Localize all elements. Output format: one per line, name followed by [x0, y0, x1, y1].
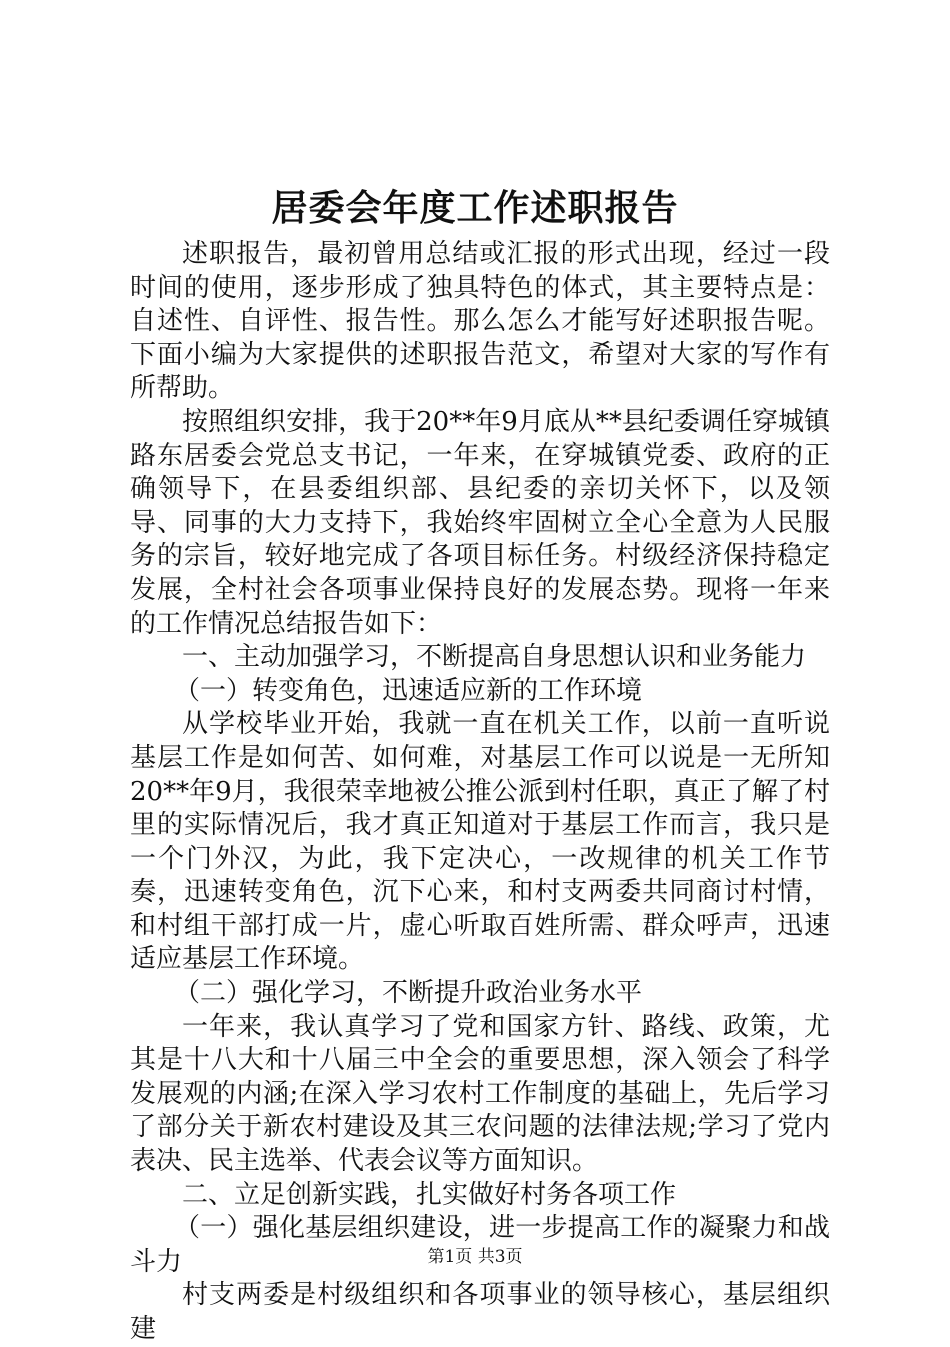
heading-subsection-1-2: （二）强化学习，不断提升政治业务水平 [174, 978, 643, 1009]
paragraph-organization: 村支两委是村级组织和各项事业的领导核心，基层组织建 [130, 1280, 830, 1344]
document-body [130, 238, 830, 1347]
heading-section-2: 二、立足创新实践，扎实做好村务各项工作 [182, 1179, 677, 1210]
paragraph-study: 一年来，我认真学习了党和国家方针、路线、政策，尤其是十八大和十八届三中全会的重要思想，深入领会了科学发展观的内涵;在深入学习农村工作制度的基础上，先后学习了部分关于新农村建设及其三农问题的法律法规;学习了党内表决、民主选举、代表会议等方面知识。 [130, 1011, 830, 1177]
document-title: 居委会年度工作述职报告 [271, 187, 679, 229]
paragraph-role-change: 从学校毕业开始，我就一直在机关工作，以前一直听说基层工作是如何苦、如何难，对基层工作可以说是一无所知20**年9月，我很荣幸地被公推公派到村任职，真正了解了村里的实际情况后，我才真正知道对于基层工作而言，我只是一个门外汉，为此，我下定决心，一改规律的机关工作节奏，迅速转变角色，沉下心来，和村支两委共同商讨村情，和村组干部打成一片，虚心听取百姓所需、群众呼声，迅速适应基层工作环境。 [130, 709, 830, 975]
heading-subsection-1-1: （一）转变角色，迅速适应新的工作环境 [174, 675, 643, 706]
page-footer: 第1页 共3页 [427, 1247, 523, 1267]
paragraph-intro: 述职报告，最初曾用总结或汇报的形式出现，经过一段时间的使用，逐步形成了独具特色的体式，其主要特点是：自述性、自评性、报告性。那么怎么才能写好述职报告呢。下面小编为大家提供的述职报告范文，希望对大家的写作有所帮助。 [130, 239, 830, 404]
heading-section-1: 一、主动加强学习，不断提高自身思想认识和业务能力 [182, 642, 807, 673]
heading-subsection-2-1: （一）强化基层组织建设，进一步提高工作的凝聚力和战斗力 [130, 1213, 830, 1277]
paragraph-background: 按照组织安排，我于20**年9月底从**县纪委调任穿城镇路东居委会党总支书记，一年来，在穿城镇党委、政府的正确领导下，在县委组织部、县纪委的亲切关怀下，以及领导、同事的大力支持下，我始终牢固树立全心全意为人民服务的宗旨，较好地完成了各项目标任务。村级经济保持稳定发展，全村社会各项事业保持良好的发展态势。现将一年来的工作情况总结报告如下： [130, 406, 830, 639]
